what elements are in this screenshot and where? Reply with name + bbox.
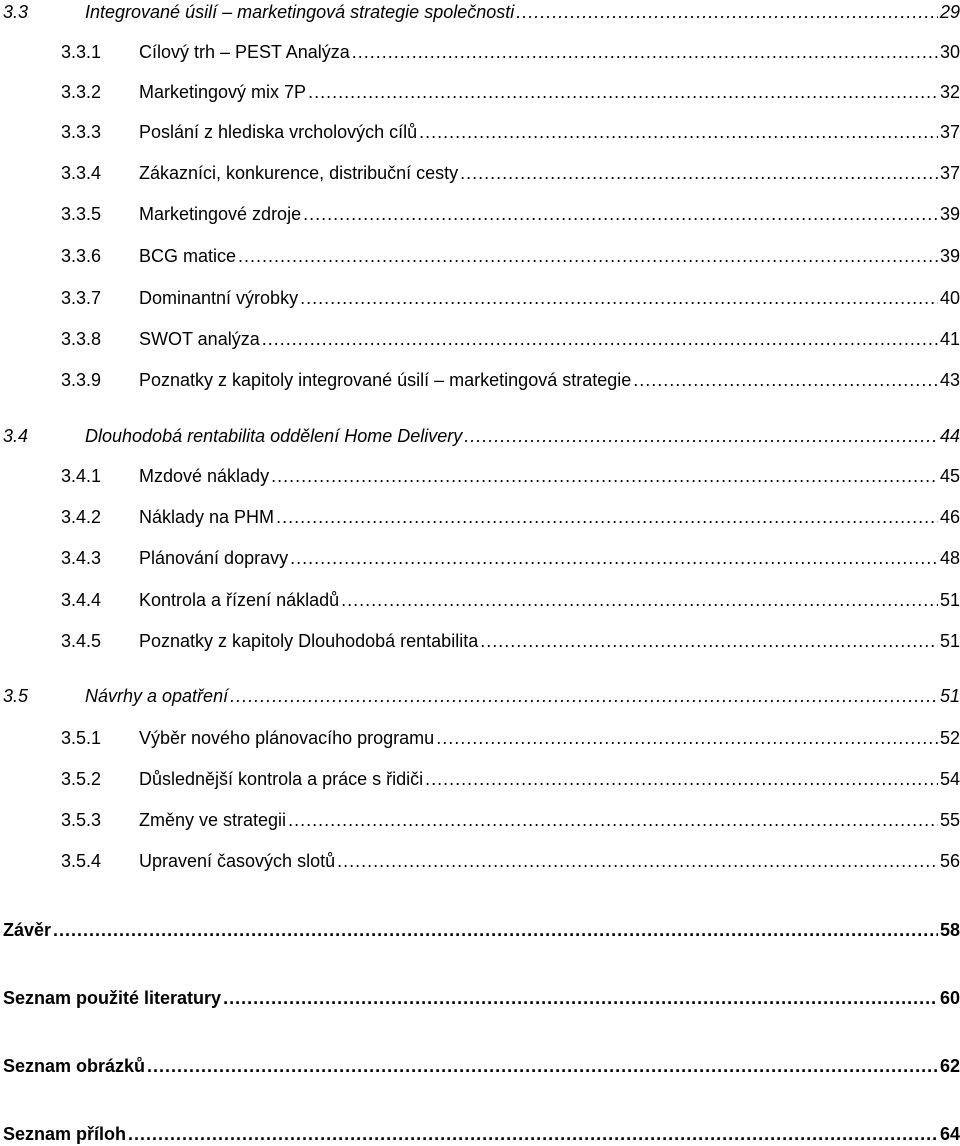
toc-entry[interactable] <box>61 286 960 310</box>
toc-entry[interactable] <box>61 161 960 185</box>
toc-page: 41 <box>939 329 960 349</box>
toc-number: 3.5.3 <box>61 810 102 830</box>
toc-title: Integrované úsilí – marketingová strategie společnosti <box>85 2 515 22</box>
toc-leader <box>303 202 938 226</box>
toc-title: BCG matice <box>139 246 237 266</box>
toc-page: 44 <box>939 426 960 446</box>
toc-page: 56 <box>939 851 960 871</box>
toc-page: 45 <box>939 466 960 486</box>
toc-title: SWOT analýza <box>139 329 260 349</box>
toc-page: 39 <box>939 204 960 224</box>
toc-entry[interactable] <box>61 505 960 529</box>
toc-page: 51 <box>939 686 960 706</box>
toc-title: Seznam příloh <box>3 1124 127 1144</box>
toc-page: 55 <box>939 810 960 830</box>
toc-page: 29 <box>939 2 960 22</box>
toc-number: 3.4.5 <box>61 631 102 651</box>
toc-leader <box>53 918 938 942</box>
toc-leader <box>262 327 938 351</box>
toc-number: 3.3.4 <box>61 163 102 183</box>
toc-leader <box>352 40 938 64</box>
toc-number: 3.3.9 <box>61 370 102 390</box>
toc-page: 40 <box>939 288 960 308</box>
toc-entry[interactable] <box>3 1054 960 1078</box>
toc-page: 60 <box>939 988 960 1008</box>
toc-title: Marketingový mix 7P <box>139 82 307 102</box>
toc-leader <box>337 849 938 873</box>
toc-entry[interactable] <box>61 849 960 873</box>
toc-page: 52 <box>939 728 960 748</box>
toc-entry[interactable] <box>61 629 960 653</box>
toc-title: Cílový trh – PEST Analýza <box>139 42 350 62</box>
toc-entry[interactable] <box>61 244 960 268</box>
toc-entry[interactable] <box>3 986 960 1010</box>
toc-title: Poznatky z kapitoly integrované úsilí – marketingová strategie <box>139 370 632 390</box>
toc-page: 48 <box>939 548 960 568</box>
toc-leader <box>464 424 938 448</box>
toc-leader <box>290 546 938 570</box>
toc-number: 3.3.1 <box>61 42 102 62</box>
toc-title: Seznam použité literatury <box>3 988 222 1008</box>
toc-entry[interactable] <box>3 0 960 24</box>
toc-page: 58 <box>939 920 960 940</box>
toc-title: Náklady na PHM <box>139 507 275 527</box>
toc-number: 3.5.2 <box>61 769 102 789</box>
toc-entry[interactable] <box>61 327 960 351</box>
toc-leader <box>341 588 938 612</box>
toc-title: Poznatky z kapitoly Dlouhodobá rentabilita <box>139 631 479 651</box>
toc-title: Mzdové náklady <box>139 466 270 486</box>
toc-leader <box>516 0 938 24</box>
toc-page: 62 <box>939 1056 960 1076</box>
toc-number: 3.3.3 <box>61 122 102 142</box>
toc-title: Závěr <box>3 920 52 940</box>
toc-leader <box>300 286 938 310</box>
toc-leader <box>128 1122 938 1146</box>
toc-entry[interactable] <box>61 202 960 226</box>
toc-number: 3.4.2 <box>61 507 102 527</box>
toc-title: Zákazníci, konkurence, distribuční cesty <box>139 163 459 183</box>
toc-entry[interactable] <box>61 368 960 392</box>
toc-page: 32 <box>939 82 960 102</box>
toc-title: Návrhy a opatření <box>85 686 229 706</box>
toc-page: 51 <box>939 631 960 651</box>
toc-title: Dominantní výrobky <box>139 288 299 308</box>
toc-entry[interactable] <box>3 918 960 942</box>
toc-number: 3.3.7 <box>61 288 102 308</box>
toc-number: 3.3.2 <box>61 82 102 102</box>
toc-number: 3.3.8 <box>61 329 102 349</box>
toc-number: 3.3.6 <box>61 246 102 266</box>
toc-title: Upravení časových slotů <box>139 851 336 871</box>
toc-leader <box>230 684 938 708</box>
toc-entry[interactable] <box>3 424 960 448</box>
toc-entry[interactable] <box>61 546 960 570</box>
toc-title: Kontrola a řízení nákladů <box>139 590 340 610</box>
toc-entry[interactable] <box>61 726 960 750</box>
toc-leader <box>238 244 938 268</box>
toc-entry[interactable] <box>61 767 960 791</box>
toc-title: Změny ve strategii <box>139 810 287 830</box>
toc-number: 3.5 <box>3 686 29 706</box>
toc-entry[interactable] <box>3 1122 960 1146</box>
toc-title: Plánování dopravy <box>139 548 289 568</box>
toc-entry[interactable] <box>61 464 960 488</box>
toc-page: 46 <box>939 507 960 527</box>
toc-leader <box>276 505 938 529</box>
toc-leader <box>633 368 938 392</box>
toc-number: 3.4.4 <box>61 590 102 610</box>
toc-leader <box>288 808 938 832</box>
toc-number: 3.4 <box>3 426 29 446</box>
toc-title: Seznam obrázků <box>3 1056 146 1076</box>
toc-leader <box>223 986 938 1010</box>
toc-entry[interactable] <box>61 40 960 64</box>
toc-entry[interactable] <box>61 80 960 104</box>
toc-page: 39 <box>939 246 960 266</box>
toc-number: 3.4.3 <box>61 548 102 568</box>
toc-number: 3.3 <box>3 2 29 22</box>
toc-page: 37 <box>939 163 960 183</box>
toc-entry[interactable] <box>61 120 960 144</box>
toc-title: Poslání z hlediska vrcholových cílů <box>139 122 418 142</box>
toc-page: 43 <box>939 370 960 390</box>
toc-leader <box>147 1054 938 1078</box>
toc-title: Důslednější kontrola a práce s řidiči <box>139 769 424 789</box>
toc-leader <box>425 767 938 791</box>
toc-entry[interactable] <box>61 588 960 612</box>
toc-number: 3.4.1 <box>61 466 102 486</box>
toc-leader <box>436 726 938 750</box>
toc-entry[interactable] <box>61 808 960 832</box>
toc-number: 3.5.4 <box>61 851 102 871</box>
toc-number: 3.5.1 <box>61 728 102 748</box>
toc-page: 37 <box>939 122 960 142</box>
toc-leader <box>480 629 938 653</box>
toc-page: 30 <box>939 42 960 62</box>
toc-number: 3.3.5 <box>61 204 102 224</box>
toc-page: 64 <box>939 1124 960 1144</box>
toc-leader <box>271 464 938 488</box>
toc-entry[interactable] <box>3 684 960 708</box>
toc-leader <box>308 80 938 104</box>
toc-title: Marketingové zdroje <box>139 204 302 224</box>
toc-leader <box>419 120 938 144</box>
toc-page: 51 <box>939 590 960 610</box>
toc-leader <box>460 161 938 185</box>
toc-page: 54 <box>939 769 960 789</box>
toc-title: Výběr nového plánovacího programu <box>139 728 435 748</box>
toc-title: Dlouhodobá rentabilita oddělení Home Delivery <box>85 426 463 446</box>
